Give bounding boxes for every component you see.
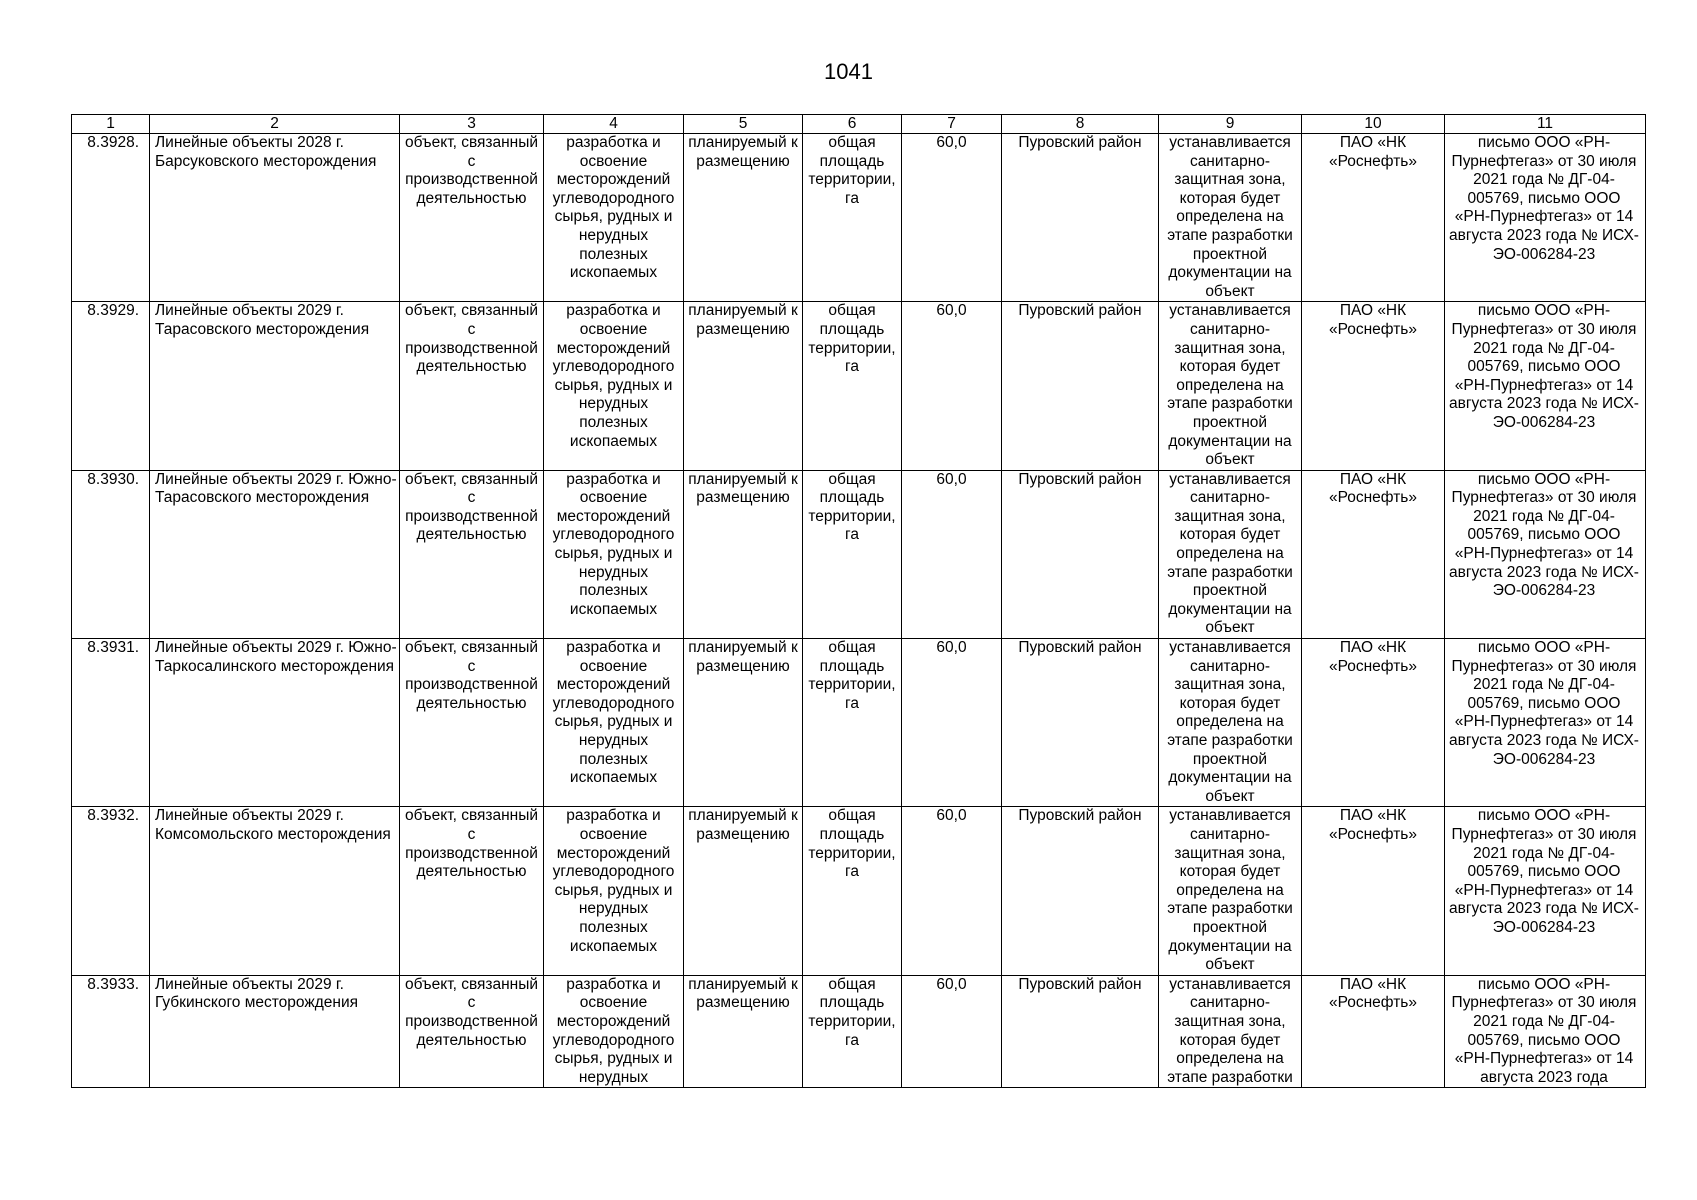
object-characteristic: общая площадь территории, га — [803, 807, 902, 975]
column-number: 6 — [803, 115, 902, 134]
object-status: планируемый к размещению — [684, 975, 803, 1088]
table-row — [72, 302, 1646, 470]
object-location: Пуровский район — [1002, 470, 1159, 638]
row-number: 8.3930. — [72, 470, 150, 638]
object-characteristic: общая площадь территории, га — [803, 470, 902, 638]
object-purpose: разработка и освоение месторождений углеводородного сырья, рудных и нерудных полезных ископаемых — [544, 134, 684, 302]
object-name: Линейные объекты 2028 г. Барсуковского месторождения — [150, 134, 400, 302]
object-name: Линейные объекты 2029 г. Тарасовского месторождения — [150, 302, 400, 470]
responsible-organization: ПАО «НК «Роснефть» — [1302, 975, 1445, 1088]
row-number: 8.3931. — [72, 639, 150, 807]
restricted-zone: устанавливается санитарно-защитная зона, которая будет определена на этапе разработки — [1159, 975, 1302, 1088]
object-purpose: разработка и освоение месторождений углеводородного сырья, рудных и нерудных — [544, 975, 684, 1088]
object-name: Линейные объекты 2029 г. Комсомольского месторождения — [150, 807, 400, 975]
table-body — [72, 115, 1646, 1088]
object-kind: объект, связанный с производственной деятельностью — [400, 302, 544, 470]
object-kind: объект, связанный с производственной деятельностью — [400, 639, 544, 807]
table-row — [72, 639, 1646, 807]
object-value: 60,0 — [902, 302, 1002, 470]
responsible-organization: ПАО «НК «Роснефть» — [1302, 302, 1445, 470]
object-purpose: разработка и освоение месторождений углеводородного сырья, рудных и нерудных полезных ископаемых — [544, 807, 684, 975]
column-number: 9 — [1159, 115, 1302, 134]
object-status: планируемый к размещению — [684, 639, 803, 807]
registry-table — [71, 114, 1646, 1088]
object-value: 60,0 — [902, 470, 1002, 638]
object-value: 60,0 — [902, 807, 1002, 975]
column-number: 11 — [1445, 115, 1646, 134]
object-characteristic: общая площадь территории, га — [803, 639, 902, 807]
object-status: планируемый к размещению — [684, 470, 803, 638]
column-number: 4 — [544, 115, 684, 134]
object-location: Пуровский район — [1002, 975, 1159, 1088]
column-number: 7 — [902, 115, 1002, 134]
restricted-zone: устанавливается санитарно-защитная зона, которая будет определена на этапе разработки проектной документации на объект — [1159, 807, 1302, 975]
object-characteristic: общая площадь территории, га — [803, 302, 902, 470]
object-purpose: разработка и освоение месторождений углеводородного сырья, рудных и нерудных полезных ископаемых — [544, 302, 684, 470]
column-number: 3 — [400, 115, 544, 134]
object-value: 60,0 — [902, 639, 1002, 807]
object-characteristic: общая площадь территории, га — [803, 975, 902, 1088]
table-row — [72, 470, 1646, 638]
basis-document: письмо ООО «РН-Пурнефтегаз» от 30 июля 2021 года № ДГ-04-005769, письмо ООО «РН-Пурнефтегаз» от 14 августа 2023 года № ИСХ-ЭО-006284-23 — [1445, 470, 1646, 638]
table-row — [72, 807, 1646, 975]
object-purpose: разработка и освоение месторождений углеводородного сырья, рудных и нерудных полезных ископаемых — [544, 470, 684, 638]
object-kind: объект, связанный с производственной деятельностью — [400, 975, 544, 1088]
column-number: 1 — [72, 115, 150, 134]
object-value: 60,0 — [902, 134, 1002, 302]
column-number: 2 — [150, 115, 400, 134]
column-number-row — [72, 115, 1646, 134]
object-status: планируемый к размещению — [684, 807, 803, 975]
row-number: 8.3929. — [72, 302, 150, 470]
responsible-organization: ПАО «НК «Роснефть» — [1302, 470, 1445, 638]
object-purpose: разработка и освоение месторождений углеводородного сырья, рудных и нерудных полезных ископаемых — [544, 639, 684, 807]
column-number: 8 — [1002, 115, 1159, 134]
restricted-zone: устанавливается санитарно-защитная зона, которая будет определена на этапе разработки проектной документации на объект — [1159, 302, 1302, 470]
object-characteristic: общая площадь территории, га — [803, 134, 902, 302]
table-row — [72, 975, 1646, 1088]
object-status: планируемый к размещению — [684, 134, 803, 302]
responsible-organization: ПАО «НК «Роснефть» — [1302, 134, 1445, 302]
object-location: Пуровский район — [1002, 639, 1159, 807]
page-number: 1041 — [824, 59, 873, 84]
basis-document: письмо ООО «РН-Пурнефтегаз» от 30 июля 2021 года № ДГ-04-005769, письмо ООО «РН-Пурнефтегаз» от 14 августа 2023 года № ИСХ-ЭО-006284-23 — [1445, 134, 1646, 302]
restricted-zone: устанавливается санитарно-защитная зона, которая будет определена на этапе разработки проектной документации на объект — [1159, 470, 1302, 638]
responsible-organization: ПАО «НК «Роснефть» — [1302, 807, 1445, 975]
basis-document: письмо ООО «РН-Пурнефтегаз» от 30 июля 2021 года № ДГ-04-005769, письмо ООО «РН-Пурнефтегаз» от 14 августа 2023 года — [1445, 975, 1646, 1088]
object-name: Линейные объекты 2029 г. Южно-Тарасовского месторождения — [150, 470, 400, 638]
table-row — [72, 134, 1646, 302]
column-number: 5 — [684, 115, 803, 134]
object-name: Линейные объекты 2029 г. Южно-Таркосалинского месторождения — [150, 639, 400, 807]
row-number: 8.3928. — [72, 134, 150, 302]
restricted-zone: устанавливается санитарно-защитная зона, которая будет определена на этапе разработки проектной документации на объект — [1159, 134, 1302, 302]
object-name: Линейные объекты 2029 г. Губкинского месторождения — [150, 975, 400, 1088]
basis-document: письмо ООО «РН-Пурнефтегаз» от 30 июля 2021 года № ДГ-04-005769, письмо ООО «РН-Пурнефтегаз» от 14 августа 2023 года № ИСХ-ЭО-006284-23 — [1445, 807, 1646, 975]
object-value: 60,0 — [902, 975, 1002, 1088]
row-number: 8.3933. — [72, 975, 150, 1088]
object-status: планируемый к размещению — [684, 302, 803, 470]
object-kind: объект, связанный с производственной деятельностью — [400, 807, 544, 975]
restricted-zone: устанавливается санитарно-защитная зона, которая будет определена на этапе разработки проектной документации на объект — [1159, 639, 1302, 807]
row-number: 8.3932. — [72, 807, 150, 975]
object-location: Пуровский район — [1002, 807, 1159, 975]
object-location: Пуровский район — [1002, 302, 1159, 470]
column-number: 10 — [1302, 115, 1445, 134]
responsible-organization: ПАО «НК «Роснефть» — [1302, 639, 1445, 807]
basis-document: письмо ООО «РН-Пурнефтегаз» от 30 июля 2021 года № ДГ-04-005769, письмо ООО «РН-Пурнефтегаз» от 14 августа 2023 года № ИСХ-ЭО-006284-23 — [1445, 302, 1646, 470]
object-kind: объект, связанный с производственной деятельностью — [400, 134, 544, 302]
basis-document: письмо ООО «РН-Пурнефтегаз» от 30 июля 2021 года № ДГ-04-005769, письмо ООО «РН-Пурнефтегаз» от 14 августа 2023 года № ИСХ-ЭО-006284-23 — [1445, 639, 1646, 807]
object-kind: объект, связанный с производственной деятельностью — [400, 470, 544, 638]
object-location: Пуровский район — [1002, 134, 1159, 302]
